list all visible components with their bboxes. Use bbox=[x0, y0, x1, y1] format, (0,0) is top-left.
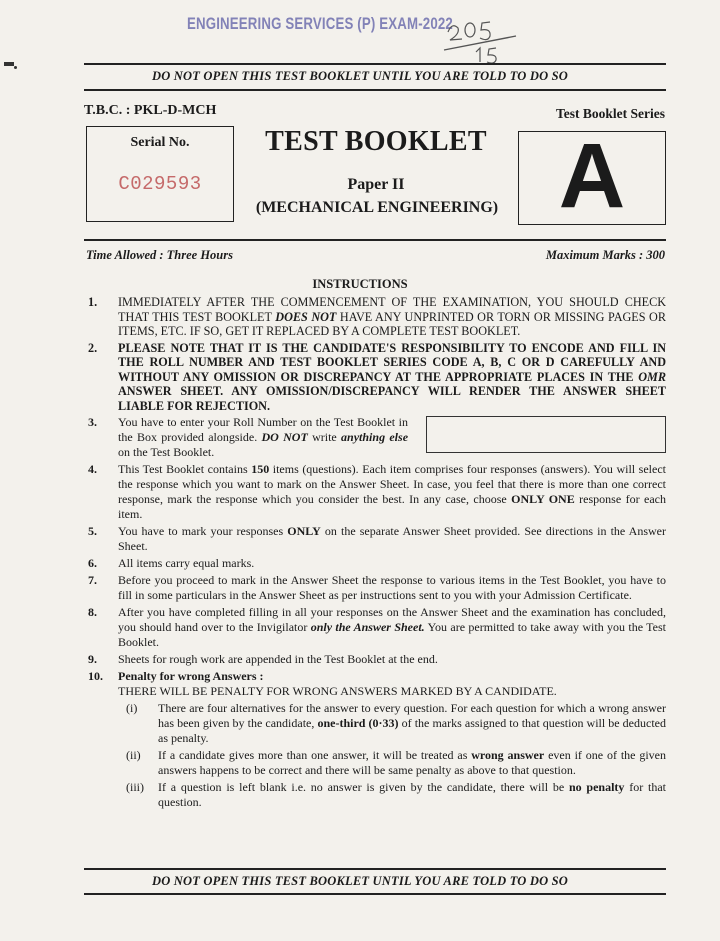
penalty-heading: Penalty for wrong Answers : bbox=[118, 669, 264, 683]
handwritten-note bbox=[438, 10, 518, 66]
item-emphasis: 150 bbox=[251, 462, 270, 476]
instruction-item bbox=[84, 556, 666, 571]
item-text: even if one of the given answers happens to be correct and there will be same penalty as above to that question. bbox=[158, 748, 666, 777]
item-text: Sheets for rough work are appended in the Test Booklet at the end. bbox=[118, 652, 438, 666]
item-number: 5. bbox=[88, 524, 97, 538]
item-number: 8. bbox=[88, 605, 97, 619]
penalty-subitem bbox=[118, 780, 666, 810]
item-text: response for each item. bbox=[118, 492, 666, 521]
item-text: After you have completed filling in all your responses on the Answer Sheet and the examination has concluded, you should hand over to the Invigilator bbox=[118, 605, 666, 634]
paper-label: Paper II bbox=[347, 176, 405, 193]
serial-label: Serial No. bbox=[130, 135, 190, 150]
bottom-rule-lower bbox=[84, 893, 666, 895]
item-text: ANSWER SHEET. ANY OMISSION/DISCREPANCY WILL RENDER THE ANSWER SHEET LIABLE FOR REJECTION. bbox=[118, 384, 666, 413]
item-emphasis: ONLY bbox=[287, 524, 321, 538]
instructions-list bbox=[84, 295, 666, 812]
item-text: There are four alternatives for the answer to every question. For each question for which a wrong answer has been given by the candidate, bbox=[158, 701, 666, 730]
instruction-item bbox=[84, 415, 666, 460]
instruction-item bbox=[84, 524, 666, 554]
item-text: on the separate Answer Sheet provided. See directions in the Answer Sheet. bbox=[118, 524, 666, 553]
series-label: Test Booklet Series bbox=[556, 106, 665, 121]
item-number: 4. bbox=[88, 462, 97, 476]
penalty-subitem bbox=[118, 748, 666, 778]
item-text: write bbox=[307, 430, 342, 444]
item-number: 7. bbox=[88, 573, 97, 587]
page-title: TEST BOOKLET bbox=[265, 126, 487, 157]
instruction-item bbox=[84, 341, 666, 414]
item-text: You are permitted to take away with you the Test Booklet. bbox=[118, 620, 667, 649]
item-text-block bbox=[118, 415, 408, 460]
margin-mark bbox=[4, 62, 14, 66]
exam-stamp: ENGINEERING SERVICES (P) EXAM-2022 bbox=[187, 14, 453, 33]
item-text: You have to enter your Roll Number on the Test Booklet in the Box provided alongside. bbox=[118, 415, 408, 444]
item-text: for that question. bbox=[158, 780, 666, 809]
item-text: IMMEDIATELY AFTER THE COMMENCEMENT OF THE EXAMINATION, YOU SHOULD CHECK THAT THIS TEST BOOKLET bbox=[118, 295, 666, 324]
item-emphasis: only the Answer Sheet. bbox=[310, 620, 425, 634]
item-text: If a candidate gives more than one answer, it will be treated as bbox=[158, 748, 472, 762]
item-emphasis: one-third (0·33) bbox=[317, 716, 399, 730]
item-emphasis: OMR bbox=[638, 369, 666, 384]
item-text: Before you proceed to mark in the Answer Sheet the response to various items in the Test Booklet, you have to fill in some particulars in the Answer Sheet as per instructions sent to you with your Admission Certificate. bbox=[118, 573, 666, 602]
item-number: 9. bbox=[88, 652, 97, 666]
item-number: 2. bbox=[88, 340, 98, 355]
item-number: 6. bbox=[88, 556, 97, 570]
instruction-item bbox=[84, 605, 666, 650]
item-text: items (questions). Each item comprises four responses (answers). You will select the response which you want to mark on the Answer Sheet. In case, you feel that there is more than one correct response, mark the response which you consider the best. In any case, choose bbox=[118, 462, 666, 506]
roll-number-box[interactable] bbox=[426, 416, 666, 453]
item-text: This Test Booklet contains bbox=[118, 462, 252, 476]
item-text: All items carry equal marks. bbox=[118, 556, 255, 570]
instruction-item bbox=[84, 295, 666, 339]
time-allowed: Time Allowed : Three Hours bbox=[86, 248, 233, 262]
penalty-subitem bbox=[118, 701, 666, 746]
top-rule-lower bbox=[84, 89, 666, 91]
item-text: of the marks assigned to that question will be deducted as penalty. bbox=[158, 716, 666, 745]
bottom-rule bbox=[84, 868, 666, 870]
penalty-line: THERE WILL BE PENALTY FOR WRONG ANSWERS MARKED BY A CANDIDATE. bbox=[118, 684, 557, 698]
tbc-code: T.B.C. : PKL-D-MCH bbox=[84, 103, 217, 118]
item-number: 10. bbox=[88, 669, 103, 683]
bottom-warning-banner: DO NOT OPEN THIS TEST BOOKLET UNTIL YOU ARE TOLD TO DO SO bbox=[151, 874, 569, 888]
serial-number: C029593 bbox=[118, 173, 202, 195]
item-text: on the Test Booklet. bbox=[118, 445, 215, 459]
instruction-item bbox=[84, 462, 666, 522]
item-text: You have to mark your responses bbox=[118, 524, 288, 538]
item-emphasis: ONLY ONE bbox=[511, 492, 575, 506]
item-emphasis: wrong answer bbox=[471, 748, 545, 762]
instruction-item bbox=[84, 669, 666, 810]
subitem-number: (ii) bbox=[126, 748, 141, 762]
item-text: PLEASE NOTE THAT IT IS THE CANDIDATE'S RESPONSIBILITY TO ENCODE AND FILL IN THE ROLL NUMBER AND TEST BOOKLET SERIES CODE A, B, C OR D CAREFULLY AND WITHOUT ANY OMISSION OR DISCREPANCY AT THE APPROPRIATE PLACES IN THE bbox=[118, 340, 666, 384]
top-warning-banner: DO NOT OPEN THIS TEST BOOKLET UNTIL YOU ARE TOLD TO DO SO bbox=[151, 69, 569, 83]
item-text: If a question is left blank i.e. no answer is given by the candidate, there will be bbox=[158, 780, 569, 794]
top-rule bbox=[84, 63, 666, 65]
item-text: HAVE ANY UNPRINTED OR TORN OR MISSING PAGES OR ITEMS, ETC. IF SO, GET IT REPLACED BY A COMPLETE TEST BOOKLET. bbox=[118, 309, 666, 338]
item-emphasis: DO NOT bbox=[261, 430, 308, 444]
subitem-number: (iii) bbox=[126, 780, 144, 794]
subject-label: (MECHANICAL ENGINEERING) bbox=[255, 199, 499, 216]
item-number: 1. bbox=[88, 295, 98, 309]
item-emphasis: no penalty bbox=[568, 780, 625, 794]
series-box bbox=[518, 125, 666, 227]
subitem-number: (i) bbox=[126, 701, 138, 715]
item-number: 3. bbox=[88, 415, 97, 429]
series-letter: A bbox=[558, 125, 626, 227]
instruction-item bbox=[84, 573, 666, 603]
maximum-marks: Maximum Marks : 300 bbox=[545, 248, 665, 262]
instructions-heading: INSTRUCTIONS bbox=[312, 277, 408, 291]
item-emphasis: DOES NOT bbox=[275, 309, 337, 324]
instruction-item bbox=[84, 652, 666, 667]
serial-number-box bbox=[86, 126, 234, 222]
middle-rule bbox=[84, 239, 666, 241]
item-emphasis: anything else bbox=[341, 430, 409, 444]
